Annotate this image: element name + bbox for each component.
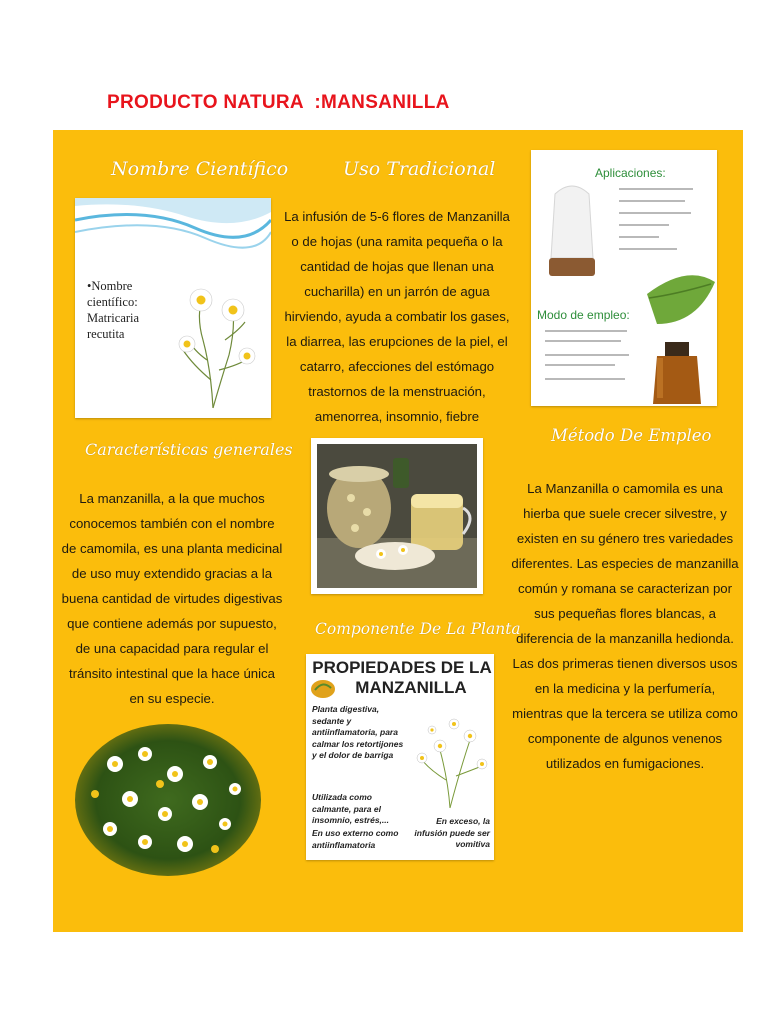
usage-line [545,330,627,332]
usage-line [545,364,615,366]
scientific-name-card [75,198,271,418]
applications-line [619,188,693,190]
heading-general-characteristics: Características generales [85,440,293,459]
applications-card [531,150,717,406]
diffuser-illustration [537,178,607,288]
chamomile-field-photo [75,724,261,876]
heading-plant-component: Componente De La Planta [315,620,521,638]
usage-line [545,340,621,342]
leaf-badge-icon [310,678,336,700]
tea-photo [311,438,483,594]
usage-line [545,354,629,356]
properties-text-digestive: Planta digestiva, sedante y antiinflamatoria, para calmar los retortijones y el dolor de barriga [312,704,404,760]
general-characteristics-text: La manzanilla, a la que muchos conocemos también con el nombre de camomila, es una planta medicinal de uso muy extendido gracias a la buena cantidad de virtudes digestivas que contiene además por supuesto, de una capacidad para regular el tránsito intestinal que la hace única en su especie. [61,491,283,706]
properties-title-line1: PROPIEDADES DE LA [312,658,492,677]
usage-mode-title: Modo de empleo: [537,308,630,322]
chamomile-flowers-illustration [75,724,261,876]
traditional-use-text: La infusión de 5-6 flores de Manzanilla o de hojas (una ramita pequeña o la cantidad de hojas que llenan una cucharilla) en un jarrón de agua hirviendo, ayuda a combatir los gases, la diarrea, las erupciones de la piel, el catarro, afecciones del estómago trastornos de la menstruación, amenorrea, insomnio, fiebre [284,209,510,424]
oil-bottle-illustration [627,254,717,404]
chamomile-drawing [163,270,263,410]
properties-title-line2: MANZANILLA [355,678,467,697]
chamomile-sprig-drawing [410,700,490,810]
tea-illustration [311,438,483,594]
applications-line [619,236,659,238]
heading-traditional-use: Uso Tradicional [343,158,496,180]
usage-line [545,378,625,380]
properties-text-external: En uso externo como antiinflamatoria [312,828,399,850]
brochure-panel [53,130,743,932]
heading-method: Método De Empleo [551,426,712,445]
applications-line [619,248,677,250]
heading-scientific-name: Nombre Científico [111,158,289,180]
applications-line [619,200,685,202]
method-text: La Manzanilla o camomila es una hierba que suele crecer silvestre, y existen en su género tres variedades diferentes. Las especies de manzanilla común y romana se caracterizan por sus pequeñas flores blancas, a diferencia de la manzanilla hedionda. Las dos primeras tienen diversos usos en la medicina y la perfumería, mientras que la tercera se utiliza como componente de algunos venenos utilizados en fumigaciones. [511,481,739,771]
applications-title: Aplicaciones: [595,166,666,180]
applications-line [619,212,691,214]
applications-line [619,224,669,226]
card-wave-decoration [75,198,271,258]
scientific-name-text: •Nombre científico: Matricaria recutita [87,279,140,341]
properties-text-calming: Utilizada como calmante, para el insomnio, estrés,... [312,792,389,825]
page-title: PRODUCTO NATURA :MANSANILLA [107,92,450,113]
properties-card [306,654,494,860]
properties-text-excess: En exceso, la infusión puede ser vomitiva [414,816,490,849]
